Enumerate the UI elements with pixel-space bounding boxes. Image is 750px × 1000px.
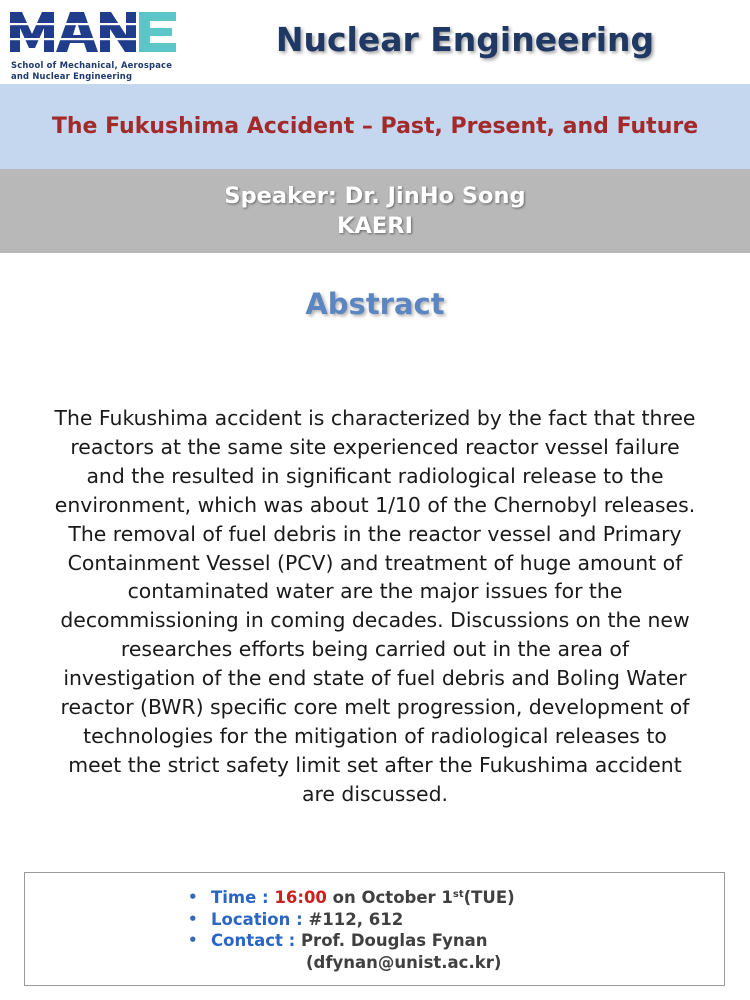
- time-label: Time :: [211, 888, 275, 907]
- abstract-line: investigation of the end state of fuel debris and Boling Water: [63, 666, 687, 691]
- logo-subtitle-line-1: School of Mechanical, Aerospace: [11, 60, 173, 70]
- abstract-heading: Abstract: [305, 287, 445, 321]
- abstract-body: [28, 404, 722, 809]
- time-item: [185, 887, 515, 909]
- abstract-line: contaminated water are the major issues for the: [127, 579, 623, 604]
- abstract-line: The Fukushima accident is characterized by the fact that three: [54, 406, 696, 430]
- abstract-line: environment, which was about 1/10 of the Chernobyl releases.: [54, 492, 696, 517]
- department-title: Nuclear Engineering: [275, 20, 655, 59]
- logo-subtitle-line-2: and Nuclear Engineering: [11, 70, 133, 81]
- bullet-icon: •: [188, 888, 198, 906]
- bullet-icon: •: [188, 909, 198, 928]
- abstract-line: The removal of fuel debris in the reactor vessel and Primary: [68, 521, 682, 546]
- event-info-list: [185, 887, 515, 973]
- abstract-line: technologies for the mitigation of radiological releases to: [83, 723, 667, 748]
- contact-email[interactable]: (dfynan@unist.ac.kr): [306, 952, 502, 972]
- contact-item: [185, 930, 515, 952]
- contact-email-item: [185, 952, 515, 974]
- logo-subtitle: [11, 60, 191, 81]
- talk-title-band: [0, 84, 750, 169]
- date-ordinal: st: [452, 889, 464, 900]
- bullet-icon: •: [188, 931, 198, 949]
- speaker-affiliation: KAERI: [337, 213, 413, 239]
- abstract-line: and the resulted in significant radiological release to the: [86, 463, 664, 488]
- talk-title: The Fukushima Accident – Past, Present, and Future: [51, 114, 699, 139]
- contact-label: Contact :: [211, 931, 301, 950]
- abstract-line: meet the strict safety limit set after the Fukushima accident: [68, 752, 682, 777]
- location-label: Location :: [211, 909, 309, 929]
- contact-value: Prof. Douglas Fynan: [300, 931, 488, 950]
- abstract-line: reactor (BWR) specific core melt progression, development of: [60, 695, 690, 720]
- abstract-line: reactors at the same site experienced reactor vessel failure: [70, 434, 680, 459]
- abstract-line: are discussed.: [301, 781, 449, 806]
- mane-logo-mark: [8, 8, 178, 54]
- time-value: 16:00: [274, 888, 327, 907]
- date-prefix: on October 1: [326, 888, 453, 907]
- location-value: #112, 612: [308, 909, 404, 929]
- mane-logo: [8, 8, 183, 80]
- location-item: [185, 909, 515, 931]
- event-info-box: [24, 872, 725, 986]
- abstract-line: Containment Vessel (PCV) and treatment of huge amount of: [67, 550, 683, 575]
- date-suffix: (TUE): [463, 888, 515, 907]
- speaker-band: [0, 169, 750, 253]
- abstract-line: decommissioning in coming decades. Discussions on the new: [60, 608, 690, 633]
- abstract-line: researches efforts being carried out in the area of: [120, 637, 630, 662]
- speaker-name: Speaker: Dr. JinHo Song: [224, 183, 526, 209]
